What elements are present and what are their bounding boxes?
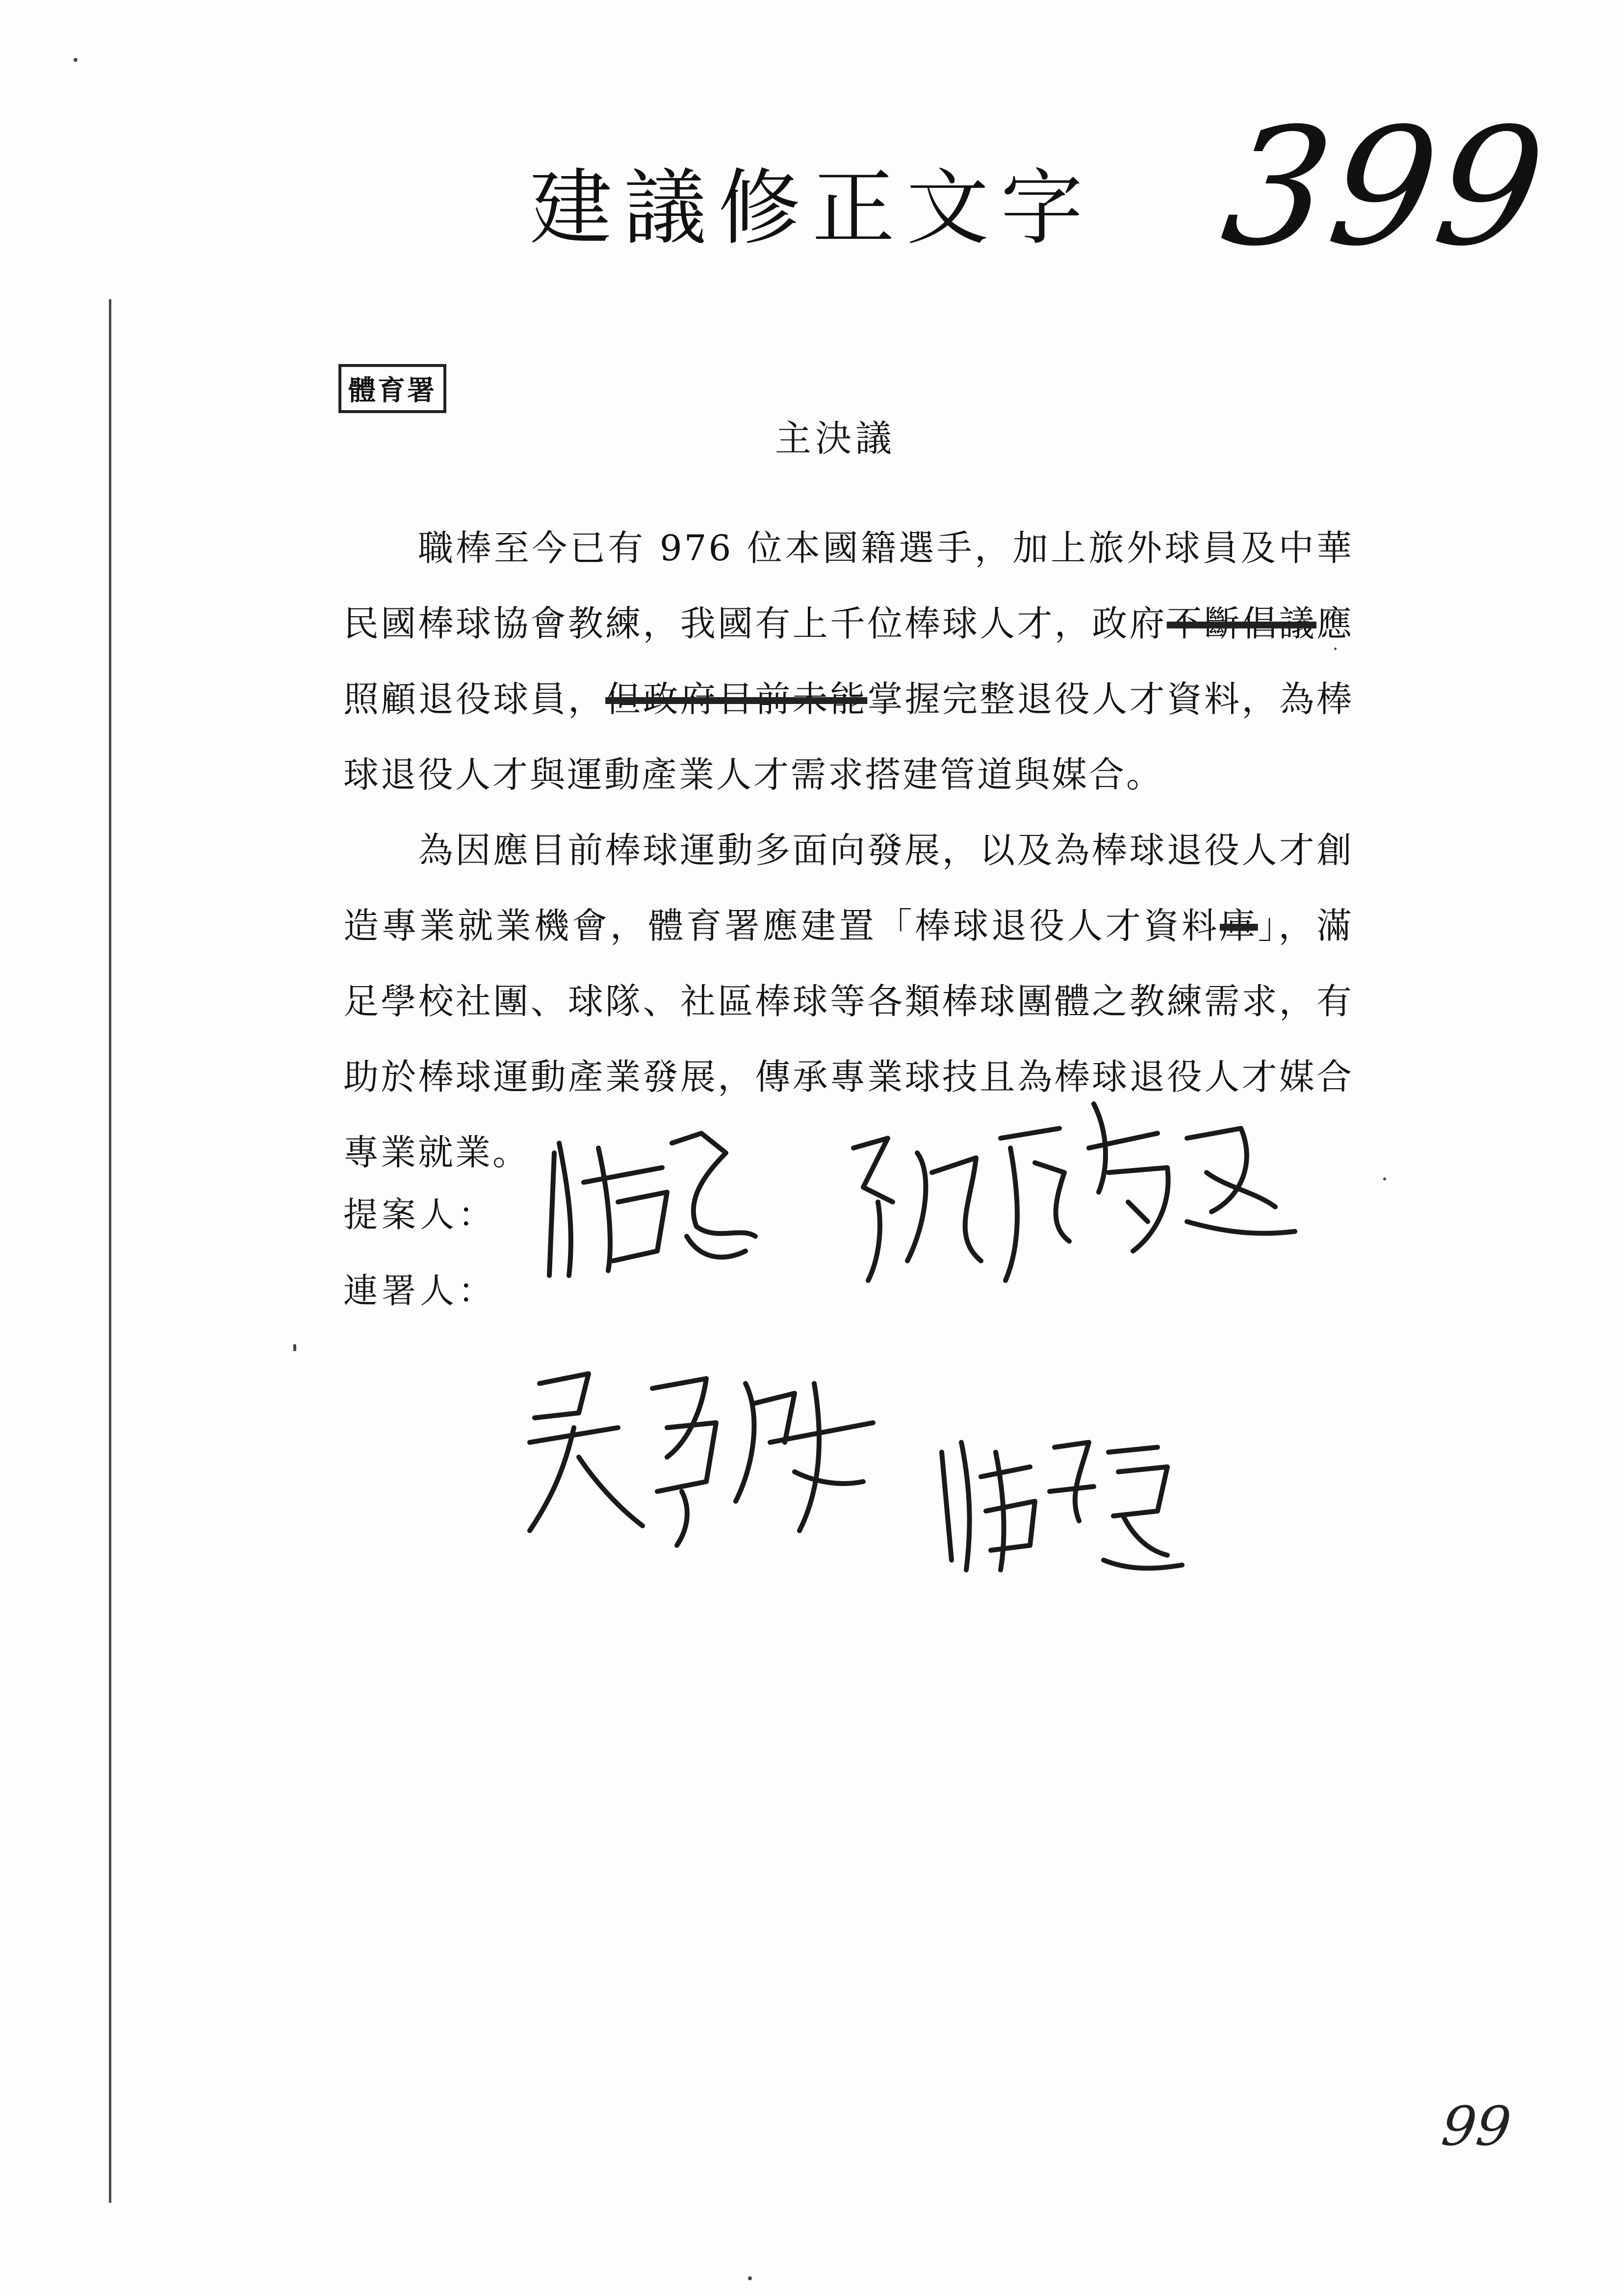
proposer-label: 提案人： — [343, 1195, 496, 1235]
struck-text: 不斷倡議 — [1166, 603, 1316, 644]
handwritten-reference-number: 399 — [1213, 93, 1557, 282]
page-number: 99 — [1439, 2095, 1514, 2158]
struck-text: 庫 — [1219, 905, 1258, 946]
scan-speck — [293, 1344, 296, 1351]
scan-speck — [74, 58, 77, 62]
paragraph-2-segment: 」，滿足學校社團、球隊、社區棒球等各類棒球團體之教練需求，有助於棒球運動產業發展，傳承專業球技且為棒球退役人才媒合專業就業。 — [343, 905, 1354, 1173]
agency-label-box: 體育署 — [338, 364, 446, 413]
struck-text: 但政府目前未能 — [605, 678, 868, 720]
paragraph-1-segment: 掌握完整退役人才資料，為棒球退役人才與運動產業人才需求搭建管道與媒合。 — [343, 678, 1354, 795]
handwritten-signature — [834, 1074, 1305, 1300]
scan-speck — [748, 2276, 752, 2280]
paragraph-1 — [343, 510, 1354, 812]
section-heading: 主決議 — [775, 417, 896, 460]
scan-speck — [1383, 1177, 1386, 1180]
paragraph-1-segment: 職棒至今已有 976 位本國籍選手，加上旅外球員及中華民國棒球協會教練，我國有上千位棒球人才，政府 — [343, 527, 1354, 644]
paragraph-1-segment: 應照顧退役球員， — [343, 603, 1354, 720]
paragraph-2-segment: 為因應目前棒球運動多面向發展，以及為棒球退役人才創造專業就業機會，體育署應建置「棒球退役人才資料 — [343, 830, 1354, 946]
handwritten-signature — [520, 1354, 883, 1550]
binding-edge-line — [109, 299, 111, 2203]
cosigner-label: 連署人： — [343, 1271, 496, 1311]
handwritten-signature — [540, 1114, 775, 1300]
document-title: 建議修正文字 — [530, 160, 1095, 256]
handwritten-signature — [932, 1423, 1187, 1580]
scan-speck — [1334, 648, 1337, 650]
